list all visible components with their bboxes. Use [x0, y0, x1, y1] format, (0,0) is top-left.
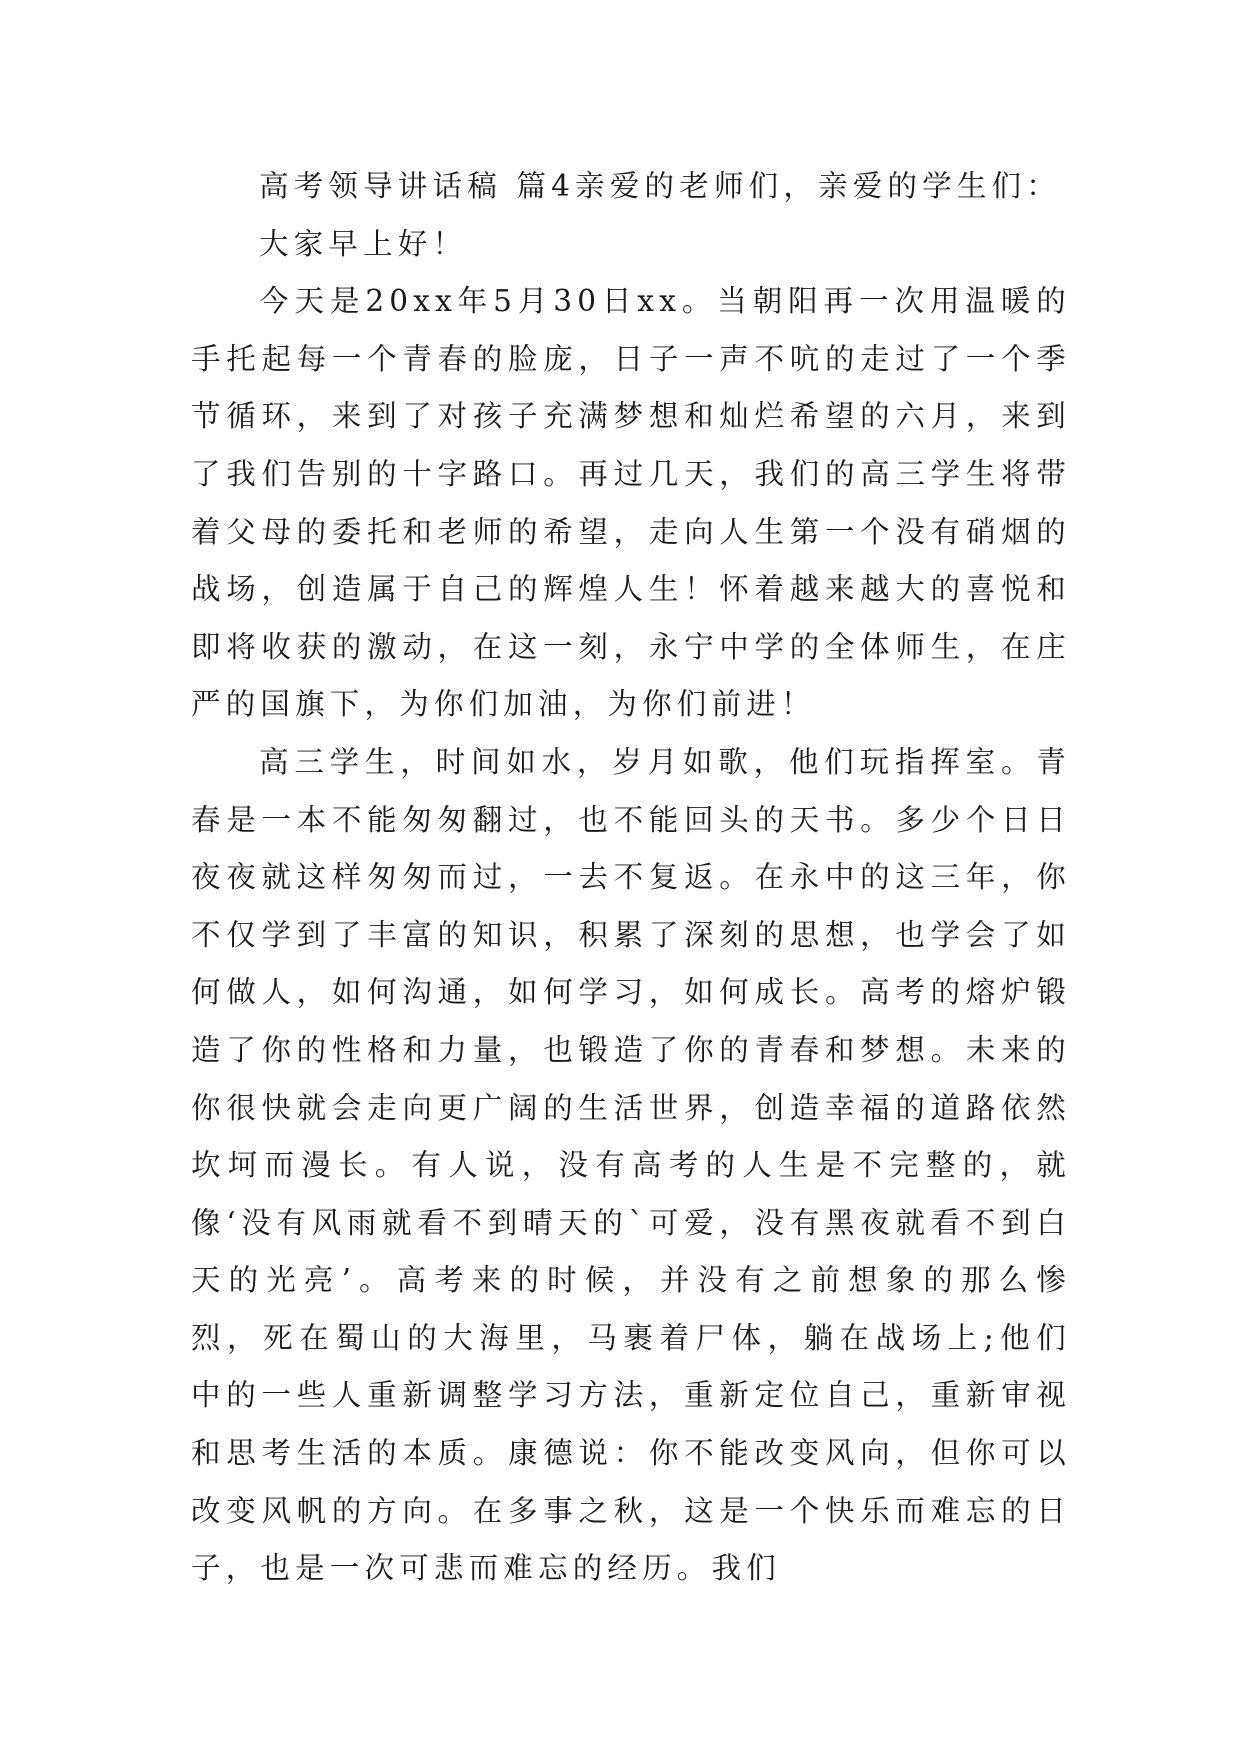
paragraph-intro: 今天是20xx年5月30日xx。当朝阳再一次用温暖的手托起每一个青春的脸庞，日子一声不吭的走过了一个季节循环，来到了对孩子充满梦想和灿烂希望的六月，来到了我们告别的十字路口。再过几天，我们的高三学生将带着父母的委托和老师的希望，走向人生第一个没有硝烟的战场，创造属于自己的辉煌人生！怀着越来越大的喜悦和即将收获的激动，在这一刻，永宁中学的全体师生，在庄严的国旗下，为你们加油，为你们前进！ [191, 284, 1071, 722]
paragraph-body: 高三学生，时间如水，岁月如歌，他们玩指挥室。青春是一本不能匆匆翻过，也不能回头的天书。多少个日日夜夜就这样匆匆而过，一去不复返。在永中的这三年，你不仅学到了丰富的知识，积累了深刻的思想，也学会了如何做人，如何沟通，如何学习，如何成长。高考的熔炉锻造了你的性格和力量，也锻造了你的青春和梦想。未来的你很快就会走向更广阔的生活世界，创造幸福的道路依然坎坷而漫长。有人说，没有高考的人生是不完整的，就像‘没有风雨就看不到晴天的`可爱，没有黑夜就看不到白天的光亮’。高考来的时候，并没有之前想象的那么惨烈，死在蜀山的大海里，马裹着尸体，躺在战场上;他们中的一些人重新调整学习方法，重新定位自己，重新审视和思考生活的本质。康德说：你不能改变风向，但你可以改变风帆的方向。在多事之秋，这是一个快乐而难忘的日子，也是一次可悲而难忘的经历。我们 [191, 744, 1071, 1586]
paragraph-heading: 高考领导讲话稿 篇4亲爱的老师们，亲爱的学生们： [259, 169, 1061, 203]
paragraph-greeting: 大家早上好！ [259, 226, 468, 261]
document-body [191, 158, 1071, 1598]
